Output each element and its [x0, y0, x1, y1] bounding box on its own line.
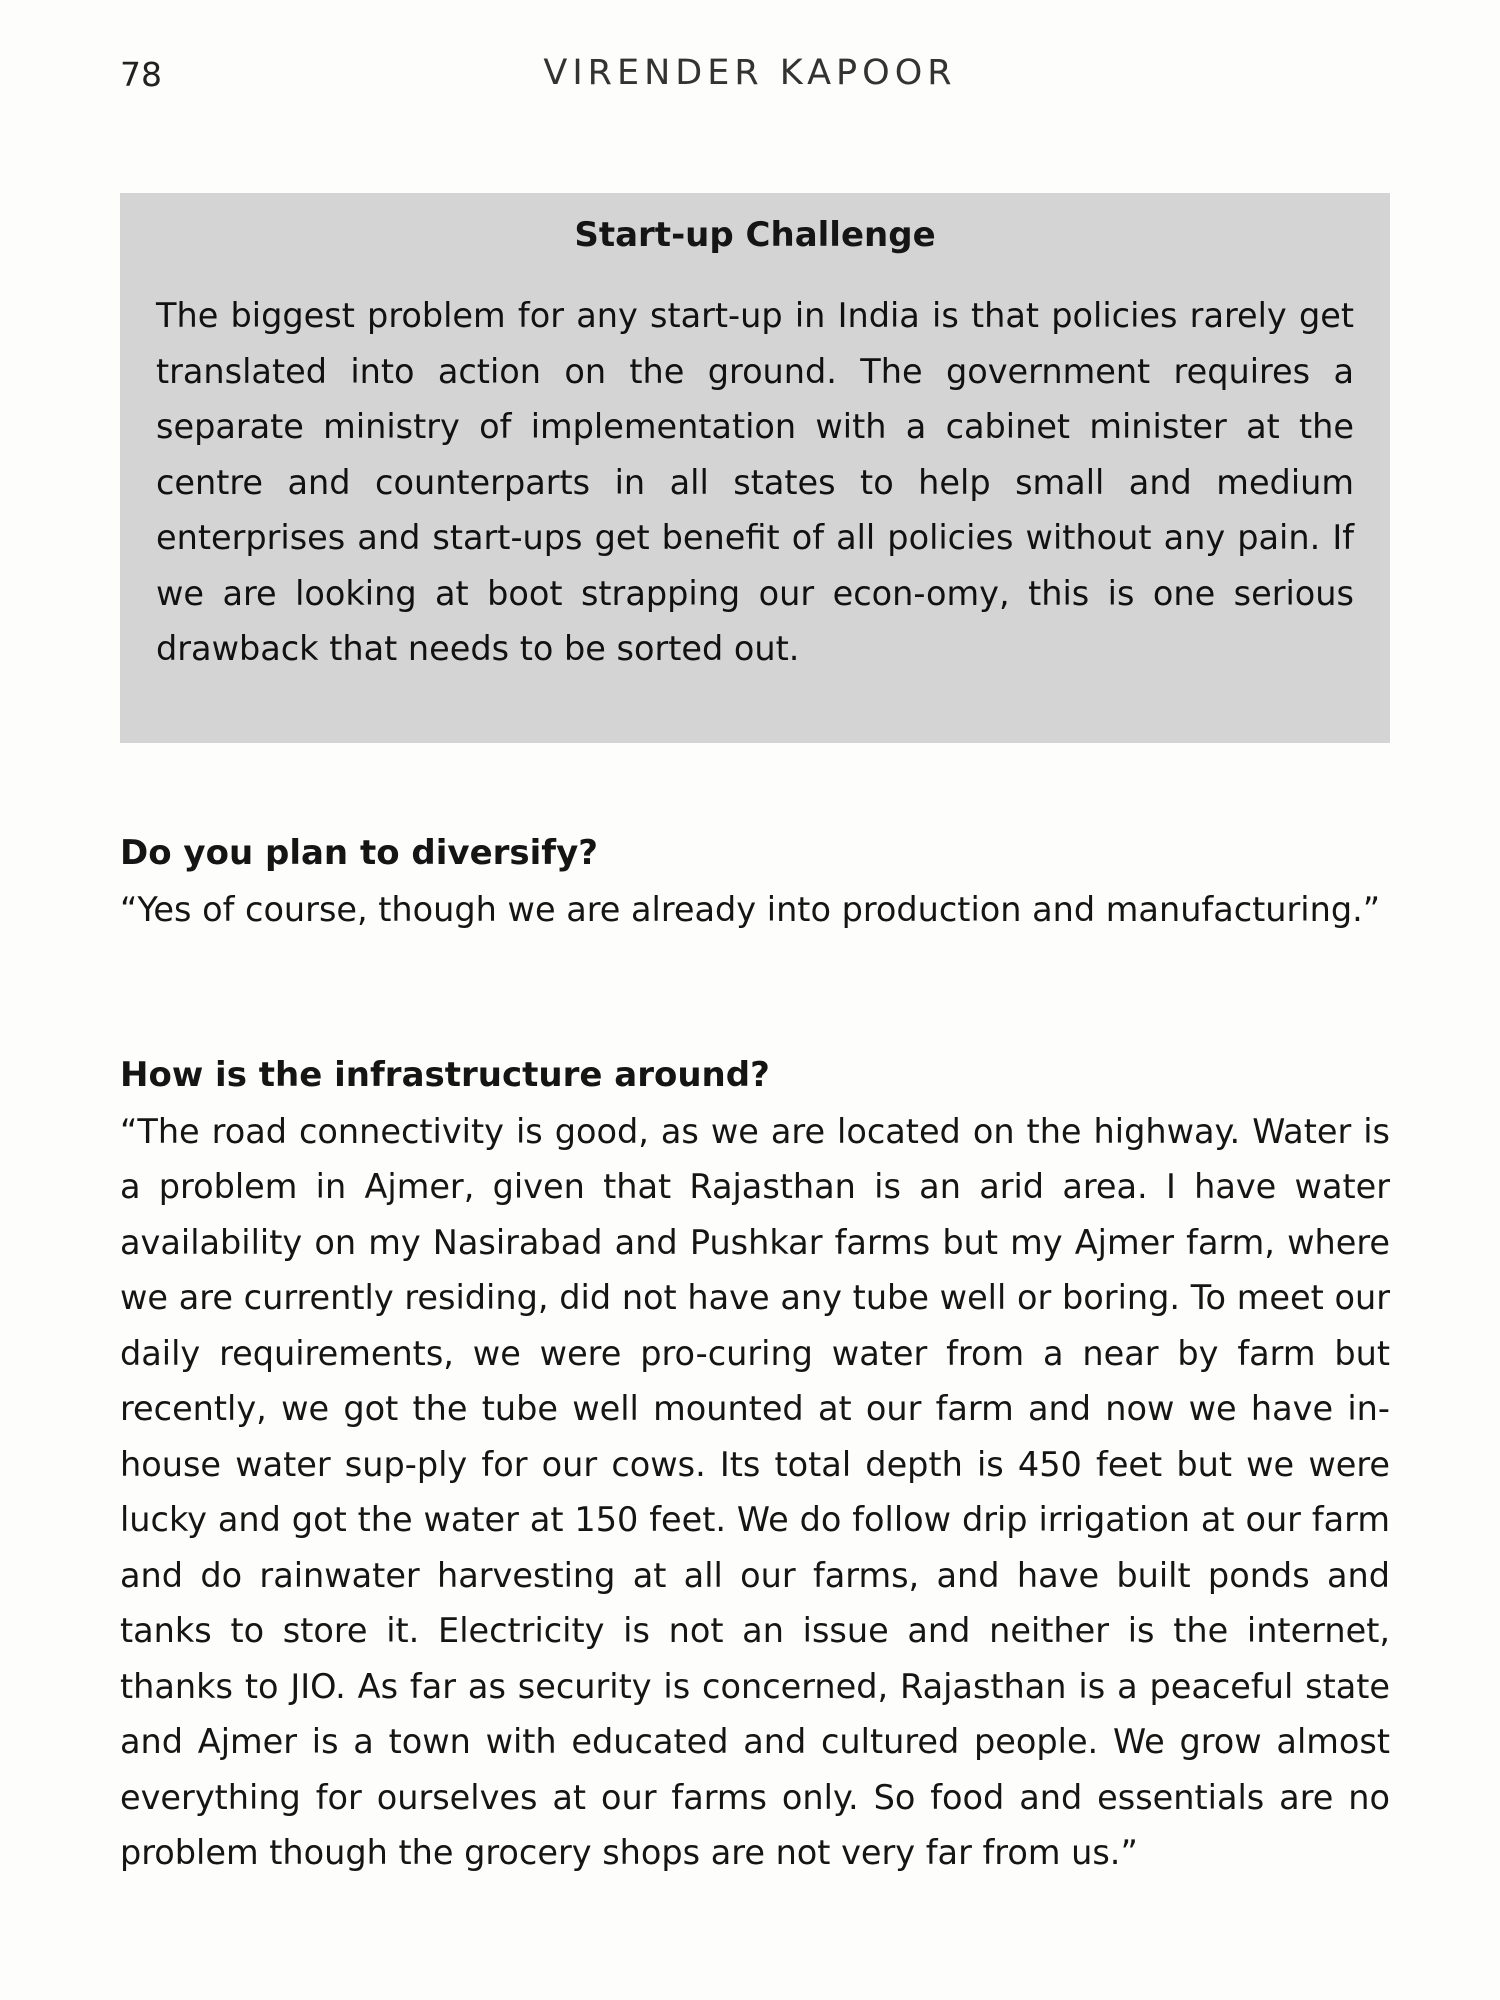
start-up-challenge-box: [120, 193, 1390, 743]
qa-section-infrastructure: [120, 1048, 1390, 1881]
answer-paragraph: “Yes of course, though we are already into production and manufacturing.”: [120, 889, 1381, 929]
qa-section-diversify: [120, 826, 1390, 937]
page-number: 78: [120, 55, 162, 94]
question-heading: Do you plan to diversify?: [120, 833, 598, 873]
answer-paragraph: “The road connectivity is good, as we are located on the highway. Water is a problem in Ajmer, given that Rajasthan is an arid area. I have water availability on my Nasirabad and Pushkar farms but my Ajmer farm, where we are currently residing, did not have any tube well or boring. To meet our daily requirements, we were pro-curing water from a near by farm but recently, we got the tube well mounted at our farm and now we have in-house water sup-ply for our cows. Its total depth is 450 feet but we were lucky and got the water at 150 feet. We do follow drip irrigation at our farm and do rainwater harvesting at all our farms, and have built ponds and tanks to store it. Electricity is not an issue and neither is the internet, thanks to JIO. As far as security is concerned, Rajasthan is a peaceful state and Ajmer is a town with educated and cultured people. We grow almost everything for ourselves at our farms only. So food and essentials are no problem though the grocery shops are not very far from us.”: [120, 1111, 1390, 1872]
sidebar-title: Start-up Challenge: [574, 215, 936, 255]
question-heading: How is the infrastructure around?: [120, 1055, 770, 1095]
sidebar-body: The biggest problem for any start-up in India is that policies rarely get translated into action on the ground. The government requires a separate ministry of implementation with a cabinet minister at the centre and counterparts in all states to help small and medium enterprises and start-ups get benefit of all policies without any pain. If we are looking at boot strapping our econ-omy, this is one serious drawback that needs to be sorted out.: [156, 296, 1354, 668]
running-head: VIRENDER KAPOOR: [543, 53, 957, 93]
